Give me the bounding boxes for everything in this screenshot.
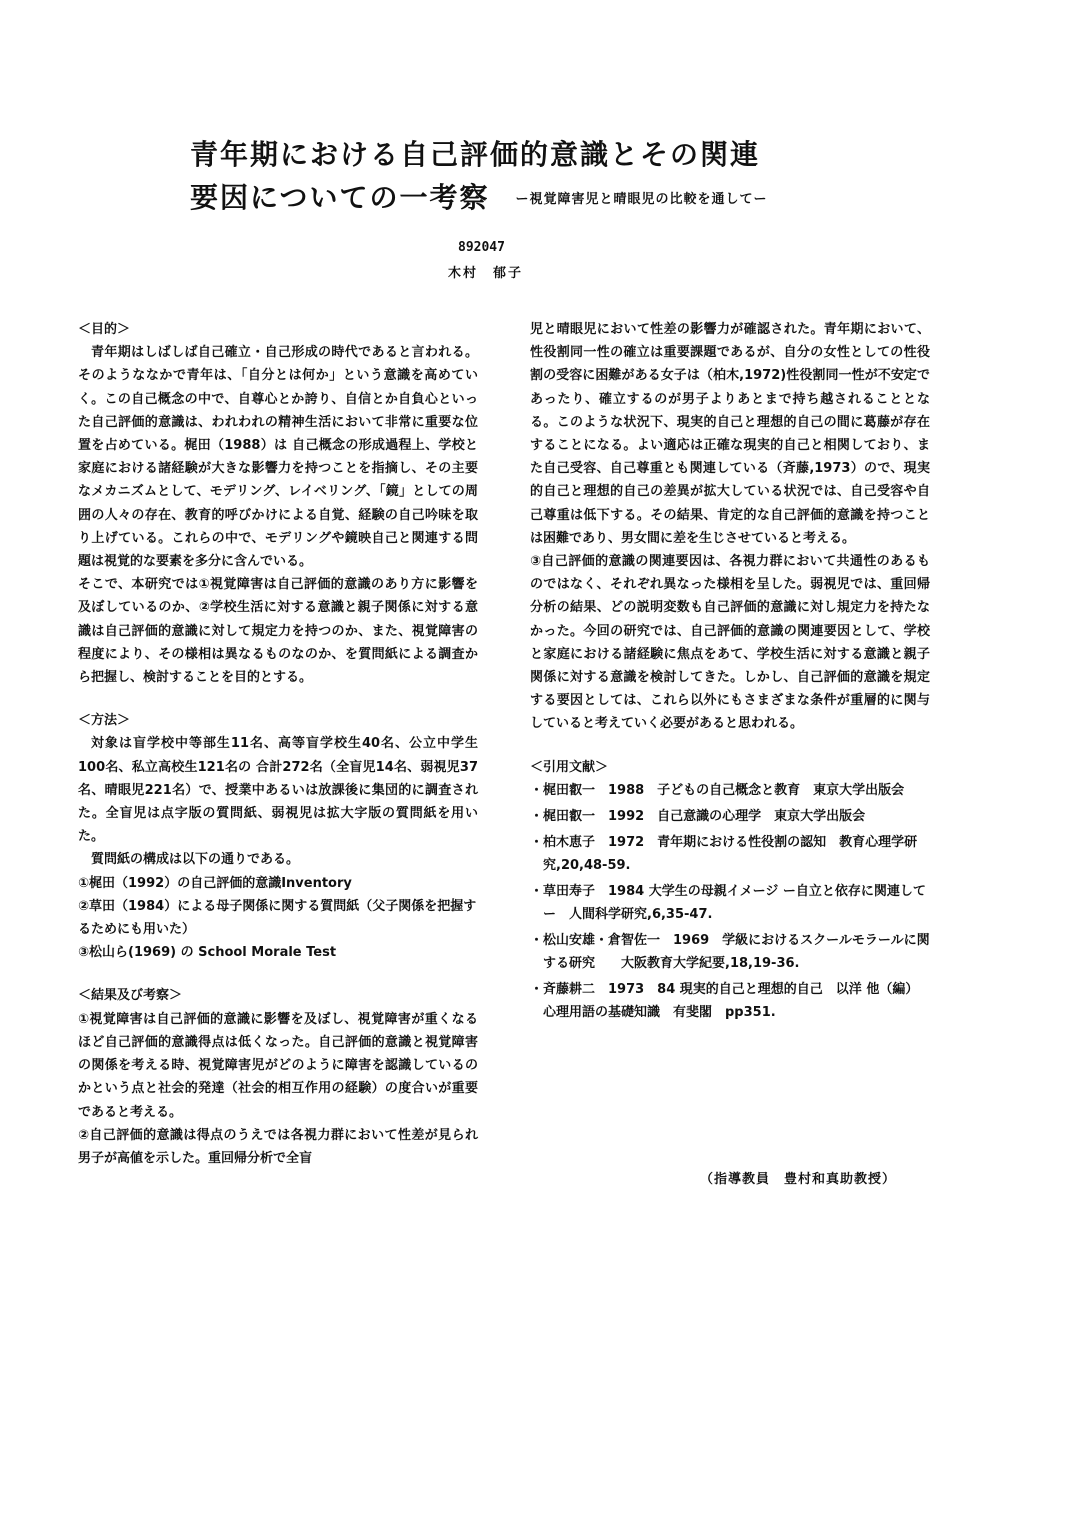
reference-item: ・草田寿子 1984 大学生の母親イメージ ー自立と依存に関連してー 人間科学研究,6,35-47.: [530, 883, 926, 922]
results-continuation-1: 児と晴眼児において性差の影響力が確認された。青年期において、性役割同一性の確立は重要課題であるが、自分の女性としての性役割の受容に困難がある女子は（柏木,1972)性役割同一性が不安定であったり、確立するのが男子よりあとまで持ち越されることとなる。このような状況下、現実的自己と理想的自己の間に葛藤が存在することになる。よい適応は正確な現実的自己と相関しており、また自己受容、自己尊重とも関連している（斉藤,1973）ので、現実的自己と理想的自己の差異が拡大している状況では、自己受容や自己尊重は低下する。その結果、肯定的な自己評価的意識を持つことは困難であり、男女間に差を生じさせていると考える。: [530, 322, 930, 546]
method-heading: ＜方法＞: [78, 713, 131, 729]
method-item-2: ②草田（1984）による母子関係に関する質問紙（父子関係を把握するためにも用いた）: [78, 898, 477, 938]
section-gap: [78, 689, 478, 709]
advisor-note: （指導教員 豊村和真助教授）: [700, 1172, 897, 1187]
section-gap: [530, 736, 930, 756]
purpose-paragraph-2: そこで、本研究では①視覚障害は自己評価的意識のあり方に影響を及ぼしているのか、②学校生活に対する意識と親子関係に対する意識は自己評価的意識に対して規定力を持つのか、また、視覚障害の程度により、その様相は異なるものなのか、を質問紙による調査から把握し、検討することを目的とする。: [78, 577, 478, 686]
paper-subtitle: ー視覚障害児と晴眼児の比較を通してー: [515, 192, 768, 207]
section-gap: [78, 964, 478, 984]
method-paragraph-2: 質問紙の構成は以下の通りである。: [91, 852, 300, 868]
author-name: 木村 郁子: [448, 266, 524, 281]
reference-item: ・松山安雄・倉智佐一 1969 学級におけるスクールモラールに関する研究 大阪教育大学紀要,18,19-36.: [530, 932, 930, 971]
references-heading: ＜引用文献＞: [530, 759, 609, 775]
results-paragraph-2: ②自己評価的意識は得点のうえでは各視力群において性差が見られ男子が高値を示した。重回帰分析で全盲: [78, 1127, 478, 1166]
reference-item: ・柏木恵子 1972 青年期における性役割の認知 教育心理学研究,20,48-59.: [530, 834, 918, 873]
references-list: [530, 779, 930, 1024]
results-heading: ＜結果及び考察＞: [78, 988, 183, 1004]
paper-title-line2: [190, 176, 767, 216]
reference-item: ・斉藤耕二 1973 84 現実的自己と理想的自己 以洋 他（編）心理用語の基礎知識 有斐閣 pp351.: [530, 981, 919, 1020]
method-item-3: ③松山ら(1969) の School Morale Test: [78, 945, 337, 961]
method-paragraph-1: 対象は盲学校中等部生11名、高等盲学校生40名、公立中学生100名、私立高校生121名の 合計272名（全盲児14名、弱視児37名、晴眼児221名）で、授業中あるいは放課後に集団的に調査された。全盲児は点字版の質問紙、弱視児は拡大字版の質問紙を用いた。: [78, 736, 478, 845]
right-column: [530, 318, 930, 1027]
purpose-paragraph-1: 青年期はしばしば自己確立・自己形成の時代であると言われる。そのようななかで青年は、「自分とは何か」という意識を高めていく。この自己概念の中で、自尊心とか誇り、自信とか自負心といった自己評価的意識は、われわれの精神生活において非常に重要な位置を占めている。梶田（1988）は 自己概念の形成過程上、学校と家庭における諸経験が大きな影響力を持つことを指摘し、その主要なメカニズムとして、モデリング、レイベリング、「鏡」としての周囲の人々の存在、教育的呼びかけによる自覚、経験の自己吟味を取り上げている。これらの中で、モデリングや鏡映自己と関連する問題は視覚的な要素を多分に含んでいる。: [78, 345, 478, 570]
student-id: 892047: [458, 240, 505, 255]
reference-item: ・梶田叡一 1992 自己意識の心理学 東京大学出版会: [530, 808, 866, 824]
left-column: [78, 318, 478, 1170]
reference-item: ・梶田叡一 1988 子どもの自己概念と教育 東京大学出版会: [530, 782, 905, 798]
results-paragraph-1: ①視覚障害は自己評価的意識に影響を及ぼし、視覚障害が重くなるほど自己評価的意識得点は低くなった。自己評価的意識と視覚障害の関係を考える時、視覚障害児がどのように障害を認識しているのかという点と社会的発達（社会的相互作用の経験）の度合いが重要であると考える。: [78, 1011, 478, 1120]
paper-title-line2-text: 要因についての一考察: [190, 181, 490, 214]
results-continuation-2: ③自己評価的意識の関連要因は、各視力群において共通性のあるものではなく、それぞれ異なった様相を呈した。弱視児では、重回帰分析の結果、どの説明変数も自己評価的意識に対し規定力を持たなかった。今回の研究では、自己評価的意識の関連要因として、学校と家庭における諸経験に焦点をあて、学校生活に対する意識と親子関係に対する意識を検討してきた。しかし、自己評価的意識を規定する要因としては、これら以外にもさまざまな条件が重層的に関与していると考えていく必要があると思われる。: [530, 554, 930, 732]
purpose-heading: ＜目的＞: [78, 322, 131, 337]
method-item-1: ①梶田（1992）の自己評価的意識Inventory: [78, 875, 352, 891]
paper-title-line1: 青年期における自己評価的意識とその関連: [190, 138, 761, 171]
